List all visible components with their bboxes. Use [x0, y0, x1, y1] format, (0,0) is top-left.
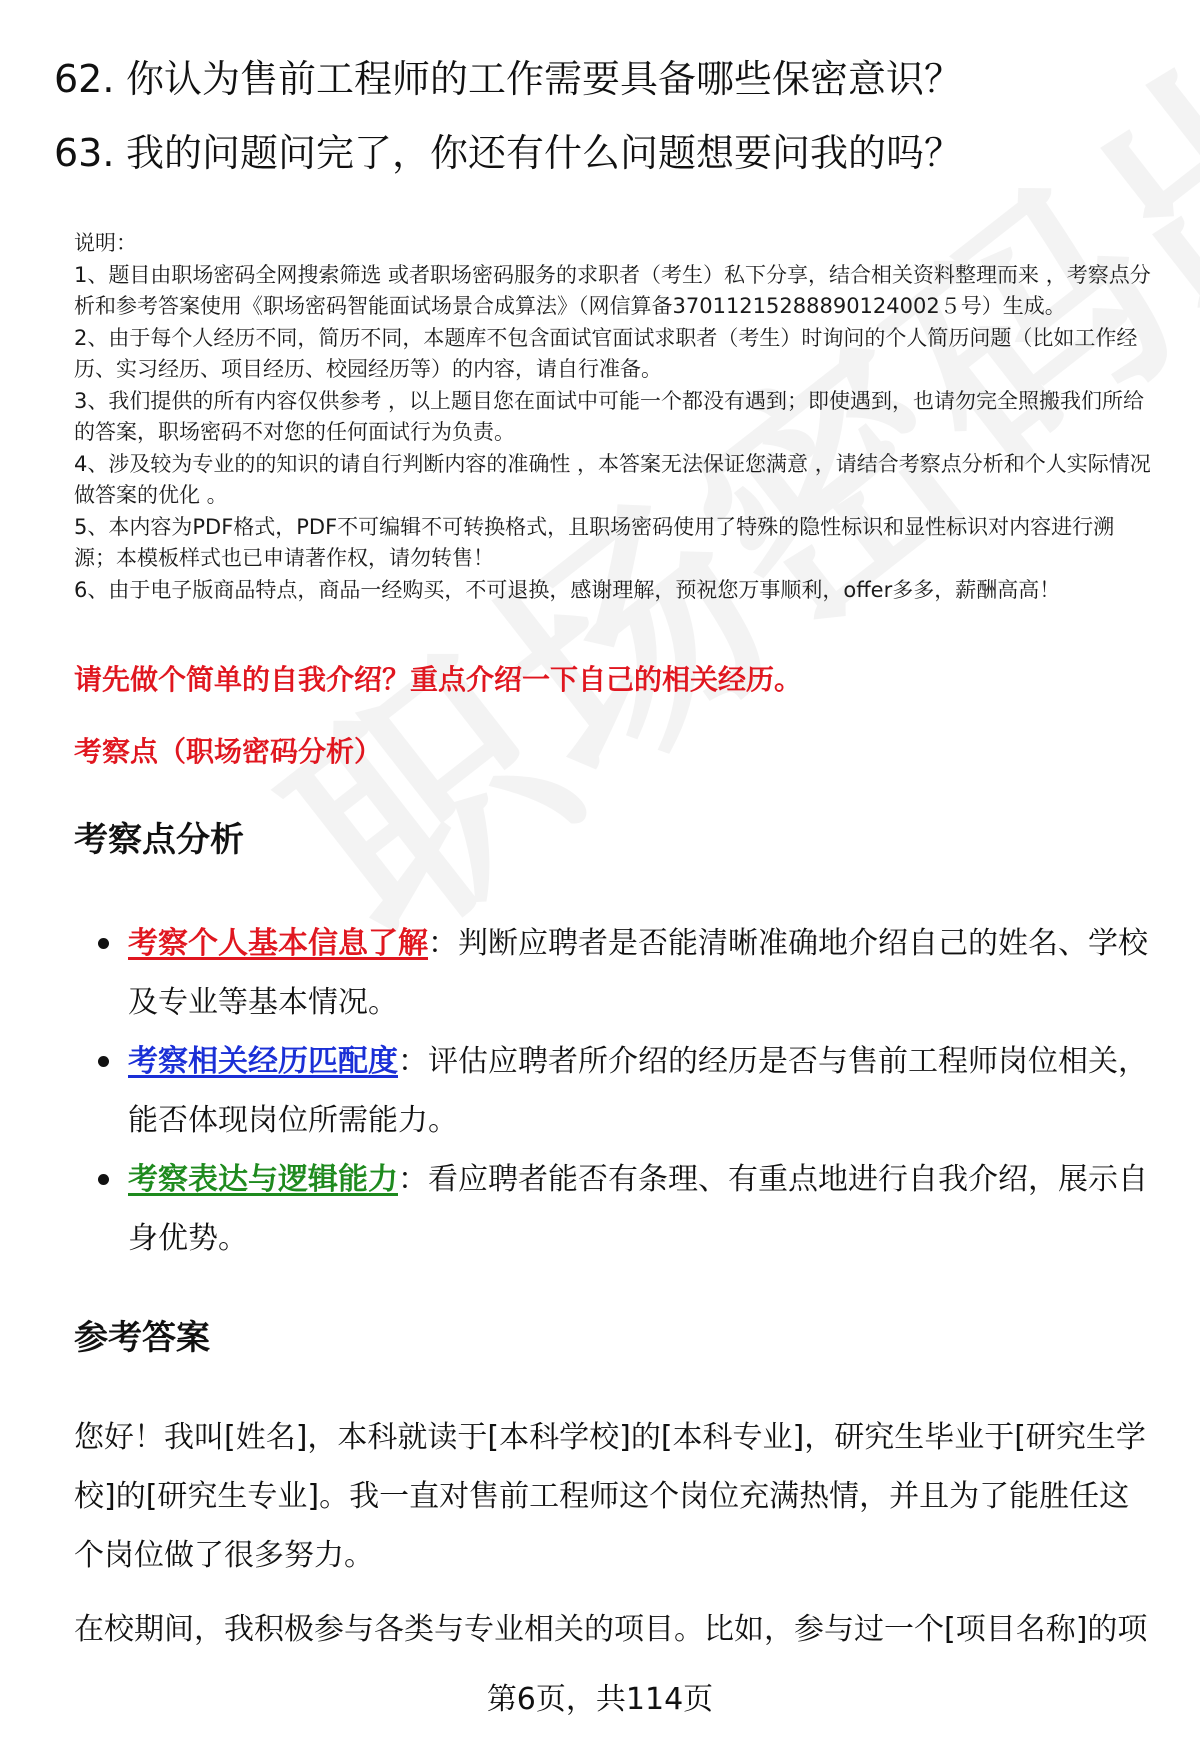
analysis-title: 考察点分析 [74, 820, 244, 860]
analysis-separator: ： [398, 1044, 428, 1079]
question-62 [54, 56, 962, 102]
analysis-key: 考察相关经历匹配度 [128, 1044, 398, 1079]
note-4: 4、涉及较为专业的的知识的请自行判断内容的准确性 ，本答案无法保证您满意 ，请结合考察点分析和个人实际情况做答案的优化 。 [74, 451, 1151, 507]
analysis-item [96, 1150, 1156, 1268]
analysis-list [96, 914, 1156, 1268]
analysis-text: 评估应聘者所介绍的经历是否与售前工程师岗位相关，能否体现岗位所需能力。 [128, 1044, 1148, 1138]
page-footer: 第6页，共114页 [486, 1682, 714, 1717]
answer-paragraph: 在校期间，我积极参与各类与专业相关的项目。比如，参与过一个[项目名称]的项 [74, 1612, 1148, 1647]
note-3: 3、我们提供的所有内容仅供参考 ，以上题目您在面试中可能一个都没有遇到；即使遇到，也请勿完全照搬我们所给的答案，职场密码不对您的任何面试行为负责。 [74, 388, 1145, 444]
question-63 [54, 130, 962, 176]
analysis-separator: ： [398, 1162, 428, 1197]
question-number: 62. [54, 57, 115, 101]
note-2: 2、由于每个人经历不同，简历不同，本题库不包含面试官面试求职者（考生）时询问的个人简历问题（比如工作经历、实习经历、项目经历、校园经历等）的内容，请自行准备。 [74, 325, 1138, 381]
analysis-separator: ： [428, 926, 458, 961]
question-text: 你认为售前工程师的工作需要具备哪些保密意识？ [126, 57, 963, 101]
analysis-label: 考察点（职场密码分析） [74, 735, 383, 768]
answer-title: 参考答案 [74, 1318, 210, 1358]
notes-block [74, 228, 1154, 606]
analysis-item [96, 914, 1156, 1032]
note-1: 1、题目由职场密码全网搜索筛选 或者职场密码服务的求职者（考生）私下分享，结合相关资料整理而来 ，考察点分析和参考答案使用《职场密码智能面试场景合成算法》（网信算备37011215288890124002５号）生成。 [74, 262, 1151, 318]
analysis-key: 考察表达与逻辑能力 [128, 1162, 398, 1197]
analysis-text: 判断应聘者是否能清晰准确地介绍自己的姓名、学校及专业等基本情况。 [128, 926, 1148, 1020]
question-text: 我的问题问完了，你还有什么问题想要问我的吗？ [126, 131, 963, 175]
notes-heading: 说明： [74, 231, 137, 255]
question-number: 63. [54, 131, 115, 175]
note-5: 5、本内容为PDF格式，PDF不可编辑不可转换格式，且职场密码使用了特殊的隐性标识和显性标识对内容进行溯源；本模板样式也已申请著作权，请勿转售！ [74, 514, 1115, 570]
answer-paragraph: 您好！我叫[姓名]，本科就读于[本科学校]的[本科专业]，研究生毕业于[研究生学校]的[研究生专业]。我一直对售前工程师这个岗位充满热情，并且为了能胜任这个岗位做了很多努力。 [74, 1420, 1146, 1573]
main-question: 请先做个简单的自我介绍？重点介绍一下自己的相关经历。 [74, 663, 803, 696]
analysis-item [96, 1032, 1156, 1150]
analysis-key: 考察个人基本信息了解 [128, 926, 428, 961]
note-6: 6、由于电子版商品特点，商品一经购买，不可退换，感谢理解，预祝您万事顺利，offer多多，薪酬高高！ [74, 577, 1061, 602]
analysis-text: 看应聘者能否有条理、有重点地进行自我介绍，展示自身优势。 [128, 1162, 1148, 1256]
